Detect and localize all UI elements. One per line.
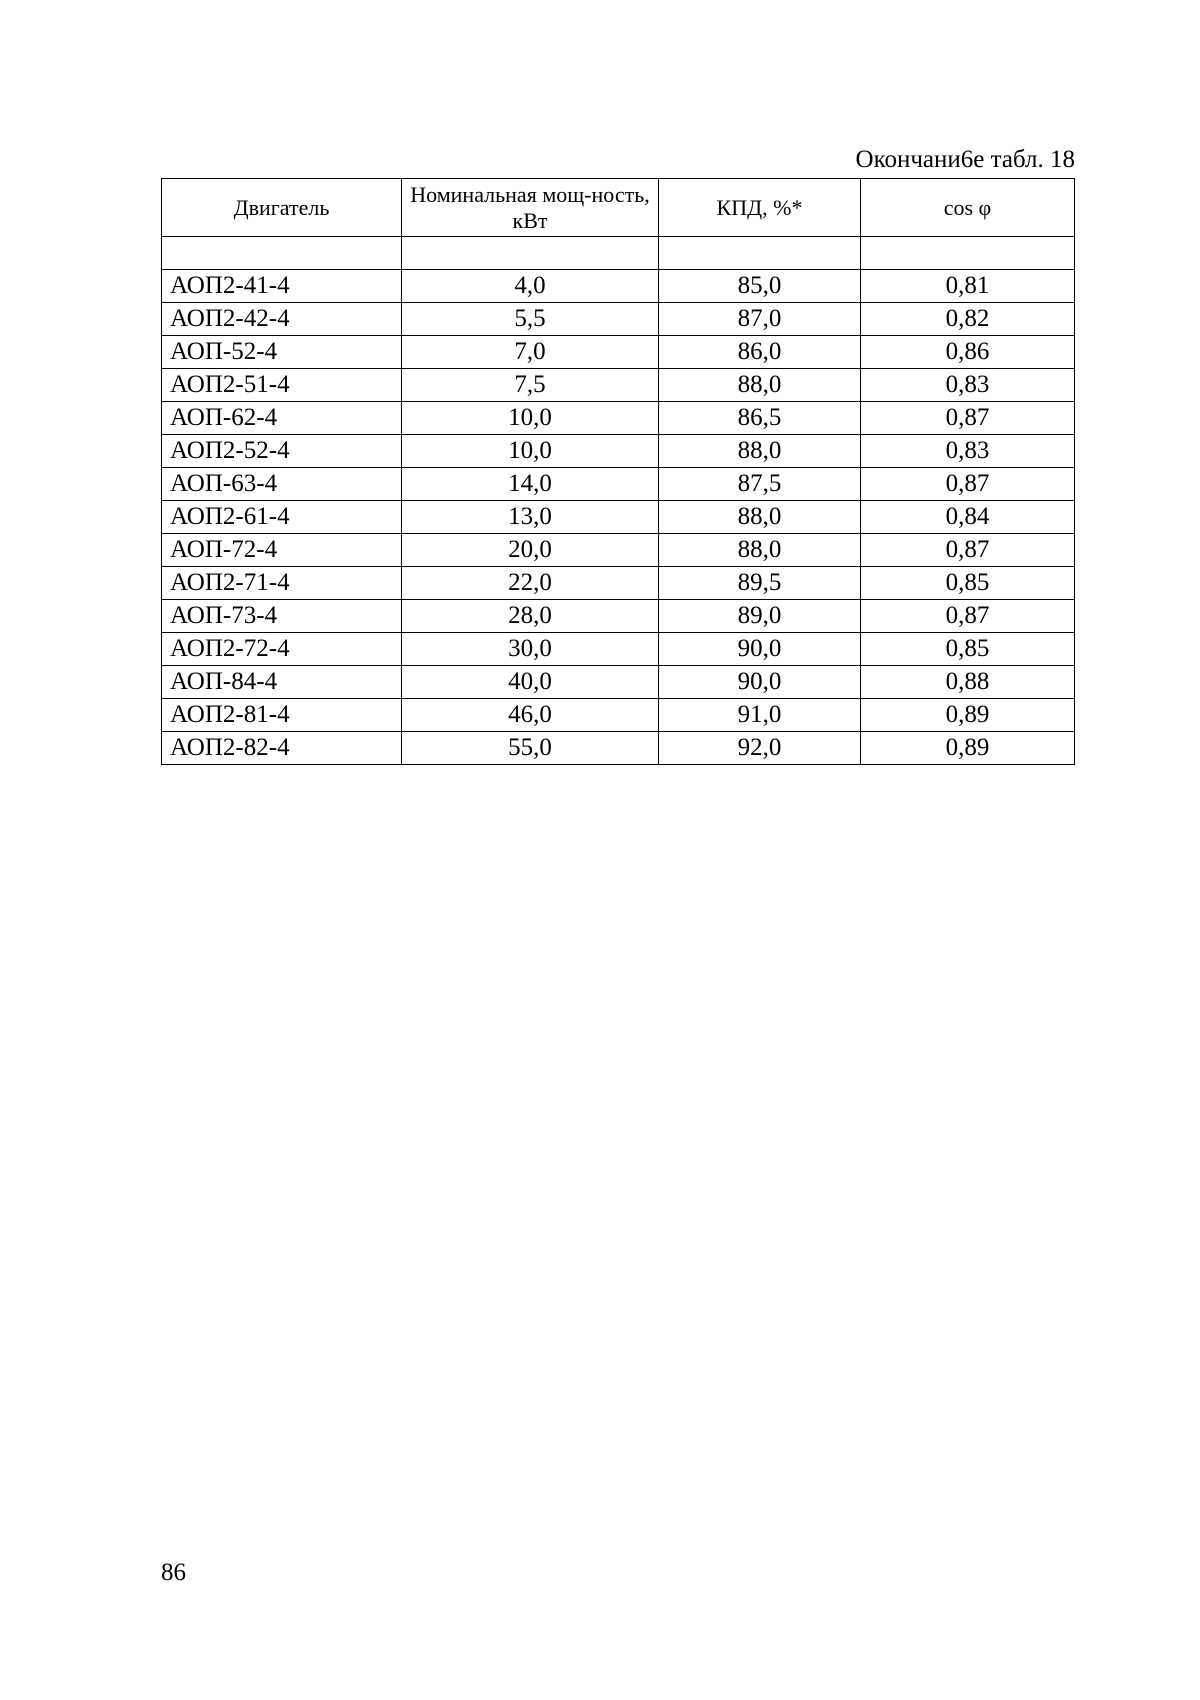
cell-rated-power: 20,0 xyxy=(402,534,659,567)
spacer-cell xyxy=(162,237,402,270)
cell-efficiency: 88,0 xyxy=(659,369,861,402)
table-row xyxy=(162,468,1075,501)
cell-rated-power: 5,5 xyxy=(402,303,659,336)
cell-motor: АОП2-42-4 xyxy=(162,303,402,336)
table-row xyxy=(162,600,1075,633)
cell-efficiency: 90,0 xyxy=(659,666,861,699)
cell-motor: АОП2-81-4 xyxy=(162,699,402,732)
cell-rated-power: 10,0 xyxy=(402,402,659,435)
cell-cos-phi: 0,87 xyxy=(861,534,1075,567)
cell-efficiency: 86,5 xyxy=(659,402,861,435)
table-row xyxy=(162,732,1075,765)
cell-motor: АОП2-61-4 xyxy=(162,501,402,534)
cell-cos-phi: 0,89 xyxy=(861,699,1075,732)
table-row xyxy=(162,699,1075,732)
cell-efficiency: 85,0 xyxy=(659,270,861,303)
cell-motor: АОП-72-4 xyxy=(162,534,402,567)
cell-efficiency: 91,0 xyxy=(659,699,861,732)
cell-motor: АОП2-51-4 xyxy=(162,369,402,402)
cell-cos-phi: 0,85 xyxy=(861,633,1075,666)
cell-cos-phi: 0,83 xyxy=(861,435,1075,468)
cell-cos-phi: 0,87 xyxy=(861,600,1075,633)
cell-cos-phi: 0,86 xyxy=(861,336,1075,369)
cell-motor: АОП-84-4 xyxy=(162,666,402,699)
table-row xyxy=(162,666,1075,699)
cell-rated-power: 7,0 xyxy=(402,336,659,369)
table-row xyxy=(162,303,1075,336)
cell-efficiency: 88,0 xyxy=(659,534,861,567)
table-row xyxy=(162,633,1075,666)
table-row xyxy=(162,435,1075,468)
table-row xyxy=(162,567,1075,600)
cell-cos-phi: 0,81 xyxy=(861,270,1075,303)
cell-motor: АОП2-71-4 xyxy=(162,567,402,600)
spacer-cell xyxy=(659,237,861,270)
cell-rated-power: 22,0 xyxy=(402,567,659,600)
cell-efficiency: 87,5 xyxy=(659,468,861,501)
table-row xyxy=(162,369,1075,402)
cell-cos-phi: 0,85 xyxy=(861,567,1075,600)
cell-rated-power: 28,0 xyxy=(402,600,659,633)
spacer-cell xyxy=(402,237,659,270)
cell-rated-power: 40,0 xyxy=(402,666,659,699)
cell-cos-phi: 0,83 xyxy=(861,369,1075,402)
header-efficiency: КПД, %* xyxy=(659,179,861,237)
header-cos-phi: cos φ xyxy=(861,179,1075,237)
cell-rated-power: 30,0 xyxy=(402,633,659,666)
cell-efficiency: 89,0 xyxy=(659,600,861,633)
table-header-row xyxy=(162,179,1075,237)
cell-rated-power: 46,0 xyxy=(402,699,659,732)
cell-cos-phi: 0,88 xyxy=(861,666,1075,699)
cell-efficiency: 90,0 xyxy=(659,633,861,666)
header-rated-power: Номинальная мощ-ность, кВт xyxy=(402,179,659,237)
cell-motor: АОП2-82-4 xyxy=(162,732,402,765)
cell-rated-power: 14,0 xyxy=(402,468,659,501)
cell-cos-phi: 0,87 xyxy=(861,402,1075,435)
table-spacer-row xyxy=(162,237,1075,270)
cell-efficiency: 86,0 xyxy=(659,336,861,369)
cell-motor: АОП-52-4 xyxy=(162,336,402,369)
cell-efficiency: 92,0 xyxy=(659,732,861,765)
page-number: 86 xyxy=(161,1559,186,1586)
table-row xyxy=(162,501,1075,534)
cell-motor: АОП2-41-4 xyxy=(162,270,402,303)
cell-motor: АОП2-72-4 xyxy=(162,633,402,666)
cell-motor: АОП-73-4 xyxy=(162,600,402,633)
cell-efficiency: 88,0 xyxy=(659,501,861,534)
cell-efficiency: 88,0 xyxy=(659,435,861,468)
cell-efficiency: 87,0 xyxy=(659,303,861,336)
cell-rated-power: 10,0 xyxy=(402,435,659,468)
table-row xyxy=(162,270,1075,303)
cell-rated-power: 7,5 xyxy=(402,369,659,402)
table-caption: Окончани6е табл. 18 xyxy=(855,146,1075,173)
header-motor: Двигатель xyxy=(162,179,402,237)
cell-rated-power: 13,0 xyxy=(402,501,659,534)
cell-rated-power: 55,0 xyxy=(402,732,659,765)
table-row xyxy=(162,534,1075,567)
cell-motor: АОП-62-4 xyxy=(162,402,402,435)
cell-motor: АОП-63-4 xyxy=(162,468,402,501)
table-row xyxy=(162,402,1075,435)
cell-motor: АОП2-52-4 xyxy=(162,435,402,468)
cell-cos-phi: 0,89 xyxy=(861,732,1075,765)
motor-data-table xyxy=(161,178,1075,765)
table-row xyxy=(162,336,1075,369)
cell-cos-phi: 0,84 xyxy=(861,501,1075,534)
cell-efficiency: 89,5 xyxy=(659,567,861,600)
cell-cos-phi: 0,82 xyxy=(861,303,1075,336)
spacer-cell xyxy=(861,237,1075,270)
cell-rated-power: 4,0 xyxy=(402,270,659,303)
cell-cos-phi: 0,87 xyxy=(861,468,1075,501)
